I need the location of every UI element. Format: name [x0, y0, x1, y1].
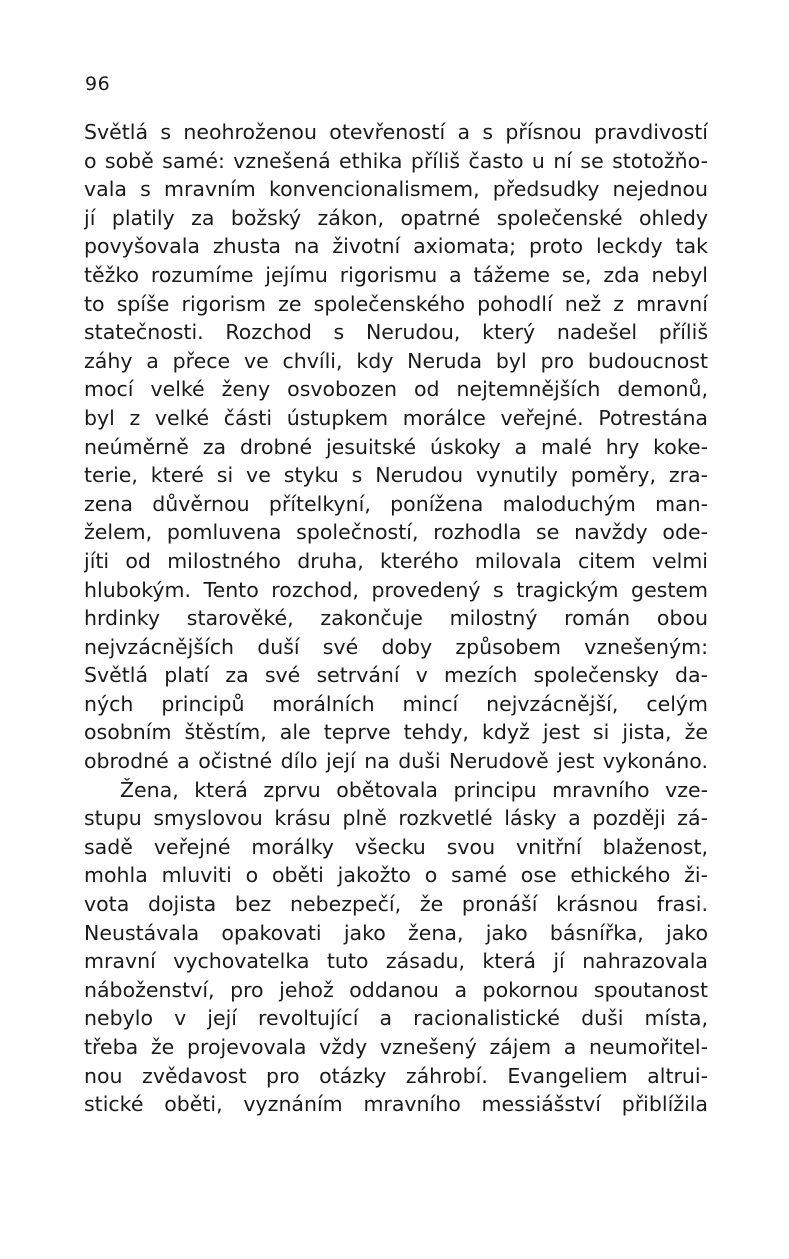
text-line: vota dojista bez nebezpečí, že pronáší krásnou frasi. [84, 892, 708, 917]
text-line: byl z velké části ústupkem morálce veřejné. Potrestána [84, 405, 708, 430]
text-line: terie, které si ve styku s Nerudou vynutily poměry, zra- [84, 463, 708, 488]
text-line: Světlá s neohroženou otevřeností a s přísnou pravdivostí [84, 120, 708, 144]
text-line: Žena, která zprvu obětovala principu mravního vze- [120, 777, 708, 802]
text-line: zena důvěrnou přítelkyní, ponížena maloduchým man- [84, 491, 708, 516]
text-line: vala s mravním konvencionalismem, předsudky nejednou [84, 177, 708, 202]
text-line: Neustávala opakovati jako žena, jako básnířka, jako [84, 920, 708, 945]
text-line: záhy a přece ve chvíli, kdy Neruda byl pro budoucnost [84, 348, 708, 373]
text-line: mocí velké ženy osvobozen od nejtemnějších demonů, [84, 377, 708, 402]
text-line: nou zvědavost pro otázky záhrobí. Evangeliem altrui- [84, 1063, 708, 1088]
text-line: želem, pomluvena společností, rozhodla se navždy ode- [84, 520, 708, 545]
text-line: mohla mluviti o oběti jakožto o samé ose ethického ži- [84, 863, 708, 888]
text-line: nebylo v její revoltující a racionalistické duši místa, [84, 1006, 708, 1031]
text-line: povyšovala zhusta na životní axiomata; proto leckdy tak [84, 234, 708, 259]
text-line: jí platily za božský zákon, opatrné společenské ohledy [84, 205, 708, 230]
text-line: sadě veřejné morálky všecku svou vnitřní blaženost, [84, 834, 708, 859]
text-line: hlubokým. Tento rozchod, provedený s tragickým gestem [84, 577, 708, 602]
text-line: o sobě samé: vznešená ethika příliš často u ní se stotožňo- [84, 148, 708, 173]
text-line: náboženství, pro jehož oddanou a pokornou spoutanost [84, 977, 708, 1002]
body-text [84, 118, 708, 1119]
text-line: jíti od milostného druha, kterého milovala citem velmi [84, 548, 708, 573]
text-line: osobním štěstím, ale teprve tehdy, když jest si jista, že [84, 720, 708, 745]
text-line: to spíše rigorism ze společenského pohodlí než z mravní [84, 291, 708, 316]
text-line: hrdinky starověké, zakončuje milostný román obou [84, 606, 708, 631]
text-line: stupu smyslovou krásu plně rozkvetlé lásky a později zá- [84, 806, 708, 831]
text-line: mravní vychovatelka tuto zásadu, která jí nahrazovala [84, 949, 708, 974]
text-line: těžko rozumíme jejímu rigorismu a tážeme se, zda nebyl [84, 262, 708, 287]
page-number: 96 [85, 73, 111, 95]
text-line: nejvzácnějších duší své doby způsobem vznešeným: [84, 634, 708, 659]
text-line: ných principů morálních mincí nejvzácnější, celým [84, 691, 708, 716]
text-line: třeba že projevovala vždy vznešený zájem a neumořitel- [84, 1035, 708, 1059]
text-line: stické oběti, vyznáním mravního messiášství přiblížila [84, 1092, 708, 1117]
text-line: statečnosti. Rozchod s Nerudou, který nadešel příliš [84, 320, 708, 345]
text-line: neúměrně za drobné jesuitské úskoky a malé hry koke- [84, 434, 708, 459]
text-line: Světlá platí za své setrvání v mezích společensky da- [84, 663, 708, 688]
text-line: obrodné a očistné dílo její na duši Nerudově jest vykonáno. [84, 749, 708, 774]
